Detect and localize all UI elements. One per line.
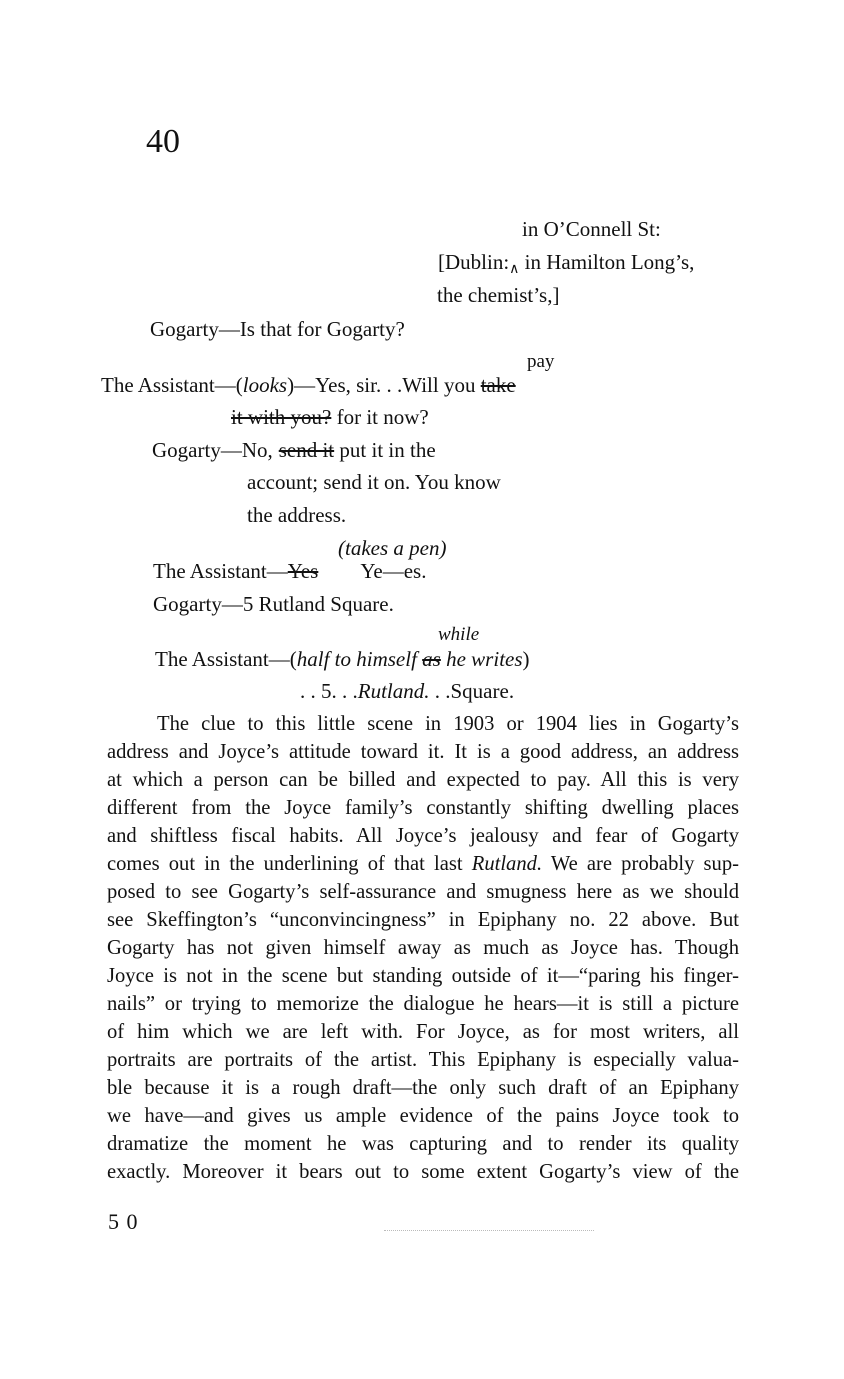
paragraph-line: Joyce is not in the scene but standing outside of it—“paring his finger- [107,965,739,987]
line7-pre: The Assistant— [153,559,288,583]
paragraph-line: address and Joyce’s attitude toward it. It is a good address, an address [107,741,739,763]
line10-rutland: Rutland. [357,679,430,703]
line9-italic-a: half to himself [296,647,423,671]
location-dublin: [Dublin: [438,250,510,274]
paragraph-line: The clue to this little scene in 1903 or 1904 lies in Gogarty’s [157,713,739,735]
line4-post: put it in the [334,438,436,462]
line4-pre: Gogarty—No, [152,438,273,462]
stage-direction-takes-pen: (takes a pen) [338,536,447,560]
paragraph-line: Gogarty has not given himself away as much as Joyce has. Though [107,937,739,959]
page-number: 5 0 [108,1209,139,1234]
paragraph-line: of him which we are left with. For Joyce, as for most writers, all [107,1021,739,1043]
paragraph-line: nails” or trying to memorize the dialogue he hears—it is still a picture [107,993,739,1015]
location-hamilton: in Hamilton Long’s, [519,250,695,274]
paragraph-line: and shiftless fiscal habits. All Joyce’s jealousy and fear of Gogarty [107,825,739,847]
scan-artifact-divider [384,1230,594,1232]
line2-mid: )—Yes, sir. . .Will you [287,373,481,397]
paragraph-line: posed to see Gogarty’s self-assurance and smugness here as we should [107,881,739,903]
commentary-paragraph [107,710,739,1186]
line9-pre: The Assistant—( [155,647,297,671]
paragraph-line: different from the Joyce family’s constantly shifting dwelling places [107,797,739,819]
line3-post: for it now? [331,405,429,429]
dialogue-line-10 [300,678,514,704]
paragraph-line: ble because it is a rough draft—the only such draft of an Epiphany [107,1077,739,1099]
paragraph-line: at which a person can be billed and expected to pay. All this is very [107,769,739,791]
line2-struck-take: take [480,373,516,397]
dialogue-line-1: Gogarty—Is that for Gogarty? [150,317,405,341]
dialogue-line-8: Gogarty—5 Rutland Square. [153,592,394,616]
epiphany-number: 40 [146,123,180,160]
dialogue-line-5: account; send it on. You know [247,470,501,494]
dialogue-line-4 [152,437,436,463]
line7-post: Ye—es. [360,559,427,583]
line7-struck: Yes [287,559,319,583]
dialogue-line-9 [155,646,530,672]
paragraph-line: see Skeffington’s “unconvincingness” in Epiphany no. 22 above. But [107,909,739,931]
caret-insert-mark: ∧ [509,262,520,277]
line6-pre: comes out in the underlining of that last [107,853,472,875]
line4-struck: send it [278,438,335,462]
paragraph-line: dramatize the moment he was capturing and to render its quality [107,1133,739,1155]
line6-rutland: Rutland. [471,853,543,875]
line9-struck: as [422,647,441,671]
line9-post: ) [522,647,530,671]
line9-italic-b: he writes [440,647,523,671]
line10-pre: . . 5. . . [300,679,358,703]
insert-while: while [438,624,480,645]
dialogue-line-3 [231,404,429,430]
location-line-3: the chemist’s,] [437,283,560,307]
line6-post: We are probably sup- [542,853,739,875]
location-line-1: in O’Connell St: [522,217,661,241]
paragraph-line: we have—and gives us ample evidence of the pains Joyce took to [107,1105,739,1127]
dialogue-line-7 [153,558,426,584]
dialogue-line-2 [101,372,516,398]
line2-speaker: The Assistant—( [101,373,243,397]
location-line-2 [438,249,694,279]
paragraph-line: portraits are portraits of the artist. This Epiphany is especially valua- [107,1049,739,1071]
paragraph-line: exactly. Moreover it bears out to some extent Gogarty’s view of the [107,1161,739,1183]
paragraph-line-rutland [107,850,739,878]
dialogue-line-6: the address. [247,503,347,527]
line2-looks: looks [242,373,288,397]
line3-struck: it with you? [231,405,332,429]
line10-post: . .Square. [429,679,515,703]
insert-pay: pay [527,351,555,372]
